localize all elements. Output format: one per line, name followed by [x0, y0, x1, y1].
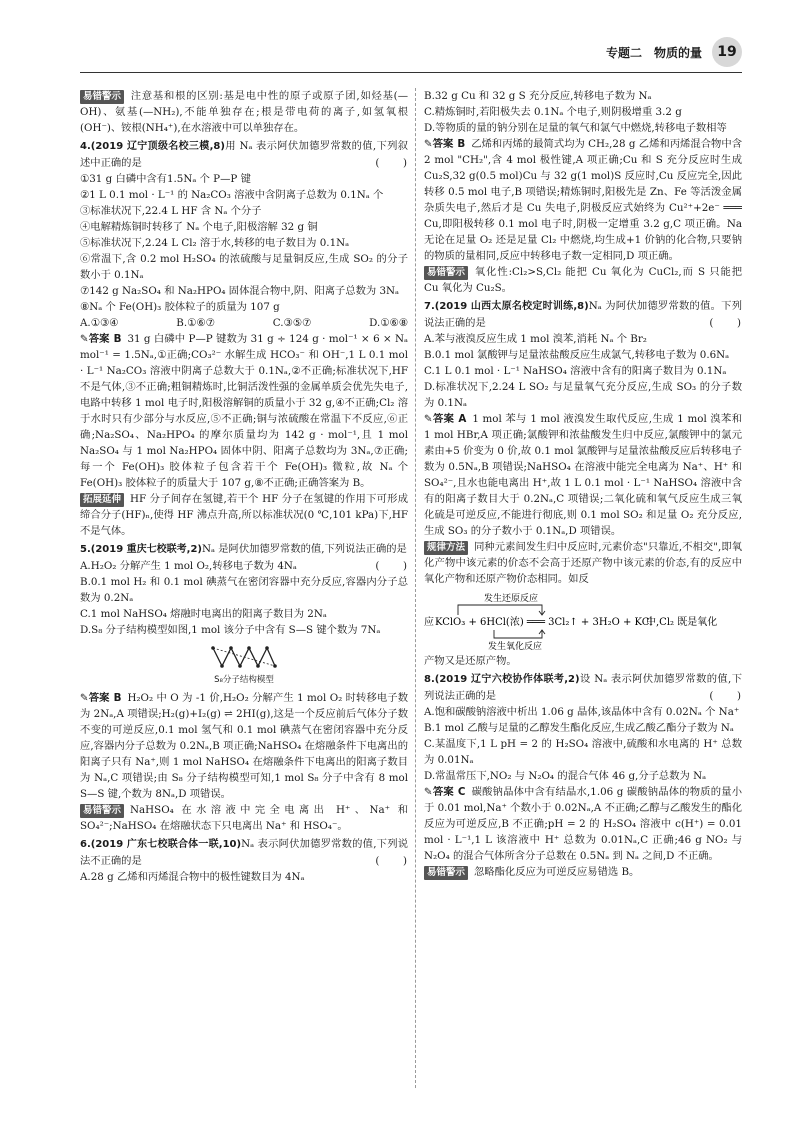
choice-b: B.1 mol 乙酸与足量的乙醇发生酯化反应,生成乙酸乙酯分子数为 Nₐ	[424, 722, 734, 734]
choice-c: C.1 mol NaHSO₄ 熔融时电离出的阳离子数目为 2Nₐ	[80, 608, 327, 620]
question-stem	[80, 836, 408, 869]
answer-letter: B	[457, 138, 466, 150]
choice-d: D.标准状况下,2.24 L SO₂ 与足量氧气充分反应,生成 SO₃ 的分子数为 0.1Nₐ	[424, 381, 742, 409]
question-5	[80, 541, 408, 802]
question-source: (2019 山西太原名校定时训练,8)	[434, 301, 589, 312]
statement-4: ④电解精炼铜时转移了 Nₐ 个电子,阳极溶解 32 g 铜	[80, 221, 318, 233]
question-source: (2019 辽宁六校协作体联考,2)	[434, 674, 580, 685]
answer-blank: ( )	[709, 317, 742, 329]
question-number: 5.	[80, 544, 91, 555]
answer-letter: C	[457, 786, 466, 798]
statement-1: ①31 g 白磷中含有1.5Nₐ 个 P—P 键	[80, 173, 251, 185]
left-column	[80, 88, 408, 1088]
answer-blank: ( )	[375, 157, 408, 169]
note-tag: 拓展延伸	[80, 493, 124, 507]
question-stem	[424, 298, 742, 331]
note-text: NaHSO₄ 在水溶液中完全电离出 H⁺、Na⁺ 和 SO₄²⁻;NaHSO₄ 在熔融状态下只电离出 Na⁺ 和 HSO₄⁻。	[80, 804, 408, 832]
question-stem	[80, 138, 408, 171]
choice-a: A.28 g 乙烯和丙烯混合物中的极性键数目为 4Nₐ	[80, 871, 305, 883]
note-text: 氧化性:Cl₂>S,Cl₂ 能把 Cu 氧化为 CuCl₂,而 S 只能把 Cu 氧化为 Cu₂S。	[424, 266, 742, 294]
s8-structure-figure	[80, 642, 408, 688]
note-text: 注意基和根的区别:基是电中性的原子或原子团,如烃基(—OH)、氨基(—NH₂),不能单独存在;根是带电荷的离子,如氢氧根(OH⁻)、铵根(NH₄⁺),在水溶液中可以单独存在。	[80, 90, 408, 134]
question-stem	[424, 671, 742, 704]
answer-block	[424, 411, 742, 539]
choice-d: D.等物质的量的钠分别在足量的氧气和氯气中燃烧,转移电子数相等	[424, 122, 727, 134]
question-7	[424, 298, 742, 539]
equation-prefix: 应	[424, 617, 434, 628]
choice-c: C.③⑤⑦	[272, 317, 312, 329]
question-6	[80, 836, 408, 885]
note-error-warning	[80, 88, 408, 136]
choice-a: A.H₂O₂ 分解产生 1 mol O₂,转移电子数为 4Nₐ	[80, 560, 297, 572]
answer-block	[424, 136, 742, 264]
oxidation-label: 发生氧化反应	[488, 642, 543, 651]
choice-b: B.0.1 mol H₂ 和 0.1 mol 碘蒸气在密闭容器中充分反应,容器内分子总数为 0.2Nₐ	[80, 576, 408, 604]
s8-ring-diagram	[209, 642, 279, 672]
redox-equation: KClO₃ + 6HCl(浓) ═══ 3Cl₂↑ + 3H₂O + KCl	[435, 617, 653, 628]
answer-label: ✎答案	[424, 786, 454, 798]
question-source: (2019 重庆七校联考,2)	[90, 544, 202, 555]
answer-blank: ( )	[375, 855, 408, 867]
choice-a: A.饱和碳酸钠溶液中析出 1.06 g 晶体,该晶体中含有 0.02Nₐ 个 Na⁺	[424, 706, 740, 718]
answer-letter: B	[113, 333, 122, 345]
answer-label: ✎答案	[424, 138, 454, 150]
answer-label: ✎答案	[80, 692, 110, 704]
answer-blank: ( )	[709, 690, 742, 702]
question-text: Nₐ 是阿伏加德罗常数的值,下列说法正确的是	[201, 543, 407, 555]
question-source: (2019 广东七校联合体一联,10)	[90, 839, 242, 850]
note-tag: 易错警示	[80, 804, 124, 818]
choice-row	[80, 315, 408, 331]
choice-b: B.①⑥⑦	[176, 317, 215, 329]
note-tag: 易错警示	[424, 266, 468, 280]
header-rule	[80, 72, 742, 73]
answer-letter: A	[458, 413, 467, 425]
answer-letter: B	[113, 692, 122, 704]
note-text: HF 分子间存在氢键,若干个 HF 分子在氢键的作用下可形成缔合分子(HF)ₙ,使得 HF 沸点升高,所以标准状况(0 ℃,101 kPa)下,HF 不是气体。	[80, 493, 408, 537]
statement-5: ⑤标准状况下,2.24 L Cl₂ 溶于水,转移的电子数目为 0.1Nₐ	[80, 237, 350, 249]
equation-suffix: 中,Cl₂ 既是氧化	[646, 617, 718, 628]
statement-2: ②1 L 0.1 mol · L⁻¹ 的 Na₂CO₃ 溶液中含阴离子总数为 0.1Nₐ 个	[80, 189, 384, 201]
answer-label: ✎答案	[424, 413, 455, 425]
note-error-warning	[80, 802, 408, 834]
answer-explanation: 1 mol 苯与 1 mol 液溴发生取代反应,生成 1 mol 溴苯和 1 mol HBr,A 项正确;氯酸钾和浓盐酸发生归中反应,氯酸钾中的氯元素由+5 价变为 0 价,故 0.1 mol 氯酸钾与足量浓盐酸反应后转移电子数为 0.5Nₐ,B 项错误;NaHSO₄ 在溶液中能完全电离为 Na⁺、H⁺ 和 SO₄²⁻,且水也能电离出 H⁺,故 1 L 0.1 mol · L⁻¹ NaHSO₄ 溶液中含有的阳离子数目大于 0.2Nₐ,C 项错误;二氧化硫和氧气反应生成三氧化硫是可逆反应,不能进行彻底,则 0.1 mol SO₂ 和足量 O₂ 充分反应,生成 SO₃ 的分子数小于 0.1Nₐ,D 项错误。	[424, 413, 742, 537]
note-tag: 规律方法	[424, 541, 468, 555]
question-text: Nₐ 表示阿伏加德罗常数的值,下列说法不正确的是	[80, 838, 408, 867]
choice-d: D.S₈ 分子结构模型如图,1 mol 该分子中含有 S—S 键个数为 7Nₐ	[80, 624, 381, 636]
note-error-warning	[424, 264, 742, 296]
redox-diagram	[424, 591, 742, 651]
note-text: 忽略酯化反应为可逆反应易错选 B。	[474, 866, 640, 878]
choice-a: A.苯与液溴反应生成 1 mol 溴苯,消耗 Nₐ 个 Br₂	[424, 333, 647, 345]
figure-caption: S₈分子结构模型	[214, 675, 274, 685]
note-tag: 易错警示	[80, 90, 124, 104]
page-header	[606, 38, 742, 66]
question-number: 6.	[80, 839, 91, 850]
choice-d: D.常温常压下,NO₂ 与 N₂O₄ 的混合气体 46 g,分子总数为 Nₐ	[424, 770, 707, 782]
choice-b: B.32 g Cu 和 32 g S 充分反应,转移电子数为 Nₐ	[424, 90, 652, 102]
question-text: 用 Nₐ 表示阿伏加德罗常数的值,下列叙述中正确的是	[80, 140, 408, 169]
question-number: 7.	[424, 301, 435, 312]
page-number: 19	[712, 37, 742, 67]
question-4	[80, 138, 408, 491]
choice-a: A.①③④	[80, 317, 119, 329]
note-tag: 易错警示	[424, 866, 468, 880]
answer-explanation: 31 g 白磷中 P—P 键数为 31 g ÷ 124 g · mol⁻¹ × 6 × Nₐ mol⁻¹ = 1.5Nₐ,①正确;CO₃²⁻ 水解生成 HCO₃⁻ 和 OH⁻,1 L 0.1 mol · L⁻¹ Na₂CO₃ 溶液中阴离子总数大于 0.1Nₐ,②不正确;标准状况下,HF 不是气体,③不正确;粗铜精炼时,比铜活泼性强的金属单质会优先失电子,电路中转移 1 mol 电子时,阳极溶解铜的质量小于 32 g,④不正确;Cl₂ 溶于水时只有少部分与水反应,⑤不正确;铜与浓硫酸在常温下不反应,⑥正确;Na₂SO₄、Na₂HPO₄ 的摩尔质量均为 142 g · mol⁻¹,且 1 mol Na₂SO₄ 与 1 mol Na₂HPO₄ 固体中阴、阳离子总数均为 3Nₐ,⑦正确;每一个 Fe(OH)₃ 胶体粒子包含若干个 Fe(OH)₃ 微粒,故 Nₐ 个 Fe(OH)₃ 胶体粒子的质量大于 107 g,⑧不正确;正确答案为 B。	[80, 333, 408, 489]
question-text: 设 Nₐ 表示阿伏加德罗常数的值,下列说法正确的是	[424, 673, 742, 702]
choice-c: C.精炼铜时,若阳极失去 0.1Nₐ 个电子,则阴极增重 3.2 g	[424, 106, 682, 118]
question-text: Nₐ 为阿伏加德罗常数的值。下列说法正确的是	[424, 300, 742, 329]
answer-explanation: H₂O₂ 中 O 为 -1 价,H₂O₂ 分解产生 1 mol O₂ 时转移电子数为 2Nₐ,A 项错误;H₂(g)+I₂(g) ⇌ 2HI(g),这是一个反应前后气体分子数不变的可逆反应,0.1 mol 氢气和 0.1 mol 碘蒸气在密闭容器中充分反应,容器内分子总数为 0.2Nₐ,B 项正确;NaHSO₄ 在熔融条件下电离出的阳离子只有 Na⁺,则 1 mol NaHSO₄ 在熔融条件下电离出的阳离子数目为 Nₐ,C 项错误;由 S₈ 分子结构模型可知,1 mol S₈ 分子中含有 8 mol S—S 键,个数为 8Nₐ,D 项错误。	[80, 692, 408, 800]
question-number: 4.	[80, 141, 91, 152]
statement-3: ③标准状况下,22.4 L HF 含 Nₐ 个分子	[80, 205, 262, 217]
choice-c: C.1 L 0.1 mol · L⁻¹ NaHSO₄ 溶液中含有的阳离子数目为 0.1Nₐ	[424, 365, 727, 377]
statement-8: ⑧Nₐ 个 Fe(OH)₃ 胶体粒子的质量为 107 g	[80, 301, 280, 313]
note-continuation: 产物又是还原产物。	[424, 655, 517, 667]
right-column	[424, 88, 742, 1088]
statement-6: ⑥常温下,含 0.2 mol H₂SO₄ 的浓硫酸与足量铜反应,生成 SO₂ 的分子数小于 0.1Nₐ	[80, 253, 408, 281]
answer-explanation: 乙烯和丙烯的最简式均为 CH₂,28 g 乙烯和丙烯混合物中含 2 mol "CH₂",含 4 mol 极性键,A 项正确;Cu 和 S 充分反应时生成 Cu₂S,32 g(0.5 mol)Cu 与 32 g(1 mol)S 反应时,Cu 反应完全,因此转移 0.5 mol 电子,B 项错误;精炼铜时,阳极先是 Zn、Fe 等活泼金属杂质失电子,然后才是 Cu 失电子,阴极反应式始终为 Cu²⁺+2e⁻ ═══ Cu,即阳极转移 0.1 mol 电子时,阴极一定增重 3.2 g,C 项正确。Na 无论在足量 O₂ 还是足量 Cl₂ 中燃烧,均生成+1 价钠的化合物,只要钠的物质的量相同,反应中转移电子数一定相同,D 项正确。	[424, 138, 742, 262]
choice-c: C.某温度下,1 L pH = 2 的 H₂SO₄ 溶液中,硫酸和水电离的 H⁺ 总数为 0.01Nₐ	[424, 738, 742, 766]
question-8	[424, 671, 742, 864]
choice-d: D.①⑥⑧	[369, 317, 408, 329]
statement-7: ⑦142 g Na₂SO₄ 和 Na₂HPO₄ 固体混合物中,阴、阳离子总数为 3Nₐ	[80, 285, 400, 297]
note-extension	[80, 491, 408, 539]
choice-b: B.0.1 mol 氯酸钾与足量浓盐酸反应生成氯气,转移电子数为 0.6Nₐ	[424, 349, 730, 361]
answer-block	[80, 331, 408, 491]
question-number: 8.	[424, 674, 435, 685]
note-method	[424, 539, 742, 587]
note-text: 同种元素间发生归中反应时,元素价态"只靠近,不相交",即氧化产物中该元素的价态不会高于还原产物中该元素的价态,有的反应中氧化产物和还原产物价态相同。如反	[424, 541, 742, 585]
answer-block	[424, 784, 742, 864]
column-divider	[415, 88, 416, 1088]
answer-blank: ( )	[375, 560, 408, 572]
answer-explanation: 碳酸钠晶体中含有结晶水,1.06 g 碳酸钠晶体的物质的量小于 0.01 mol,Na⁺ 个数小于 0.02Nₐ,A 不正确;乙醇与乙酸发生的酯化反应为可逆反应,B 不正确;pH = 2 的 H₂SO₄ 溶液中 c(H⁺) = 0.01 mol · L⁻¹,1 L 该溶液中 H⁺ 总数为 0.01Nₐ,C 正确;46 g NO₂ 与 N₂O₄ 的混合气体所含分子总数在 0.5Nₐ 到 Nₐ 之间,D 不正确。	[424, 786, 742, 862]
answer-block	[80, 690, 408, 802]
question-source: (2019 辽宁顶级名校三模,8)	[90, 141, 225, 152]
answer-label: ✎答案	[80, 333, 110, 345]
note-error-warning	[424, 864, 742, 880]
topic-title: 专题二 物质的量	[605, 45, 702, 60]
reduction-label: 发生还原反应	[484, 594, 539, 604]
redox-arrows	[424, 591, 742, 651]
